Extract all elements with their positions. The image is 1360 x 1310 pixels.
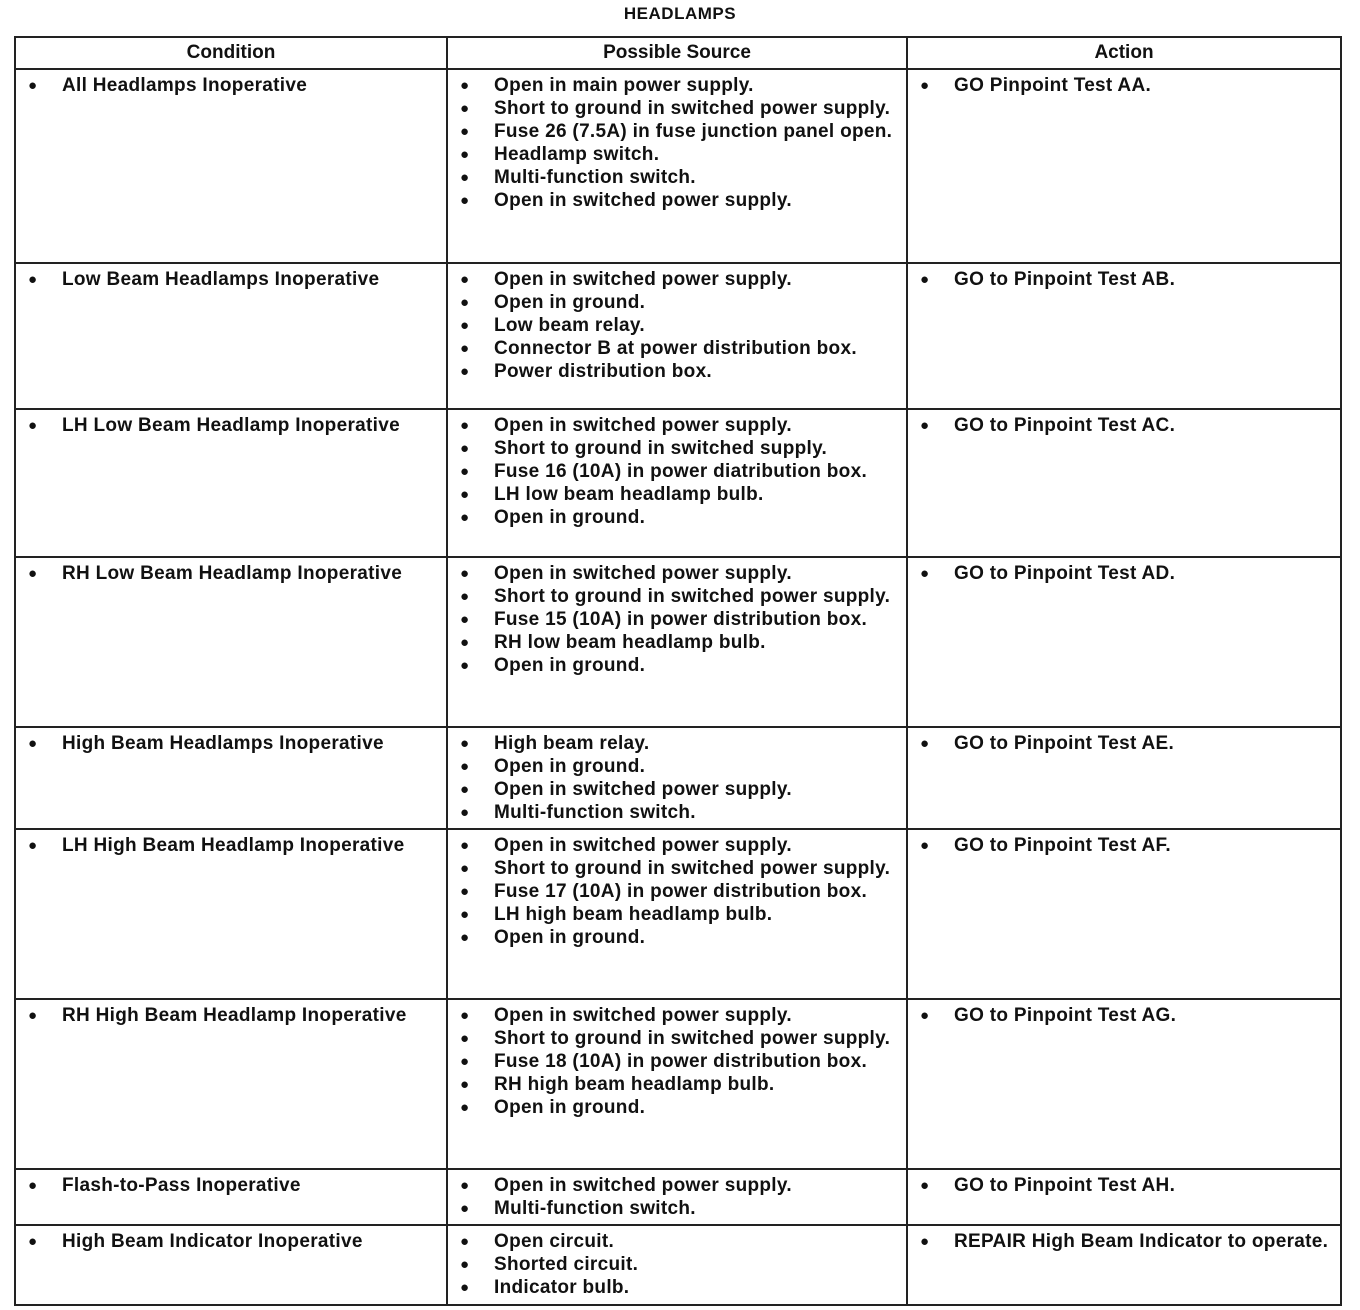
action-list [908, 1226, 1340, 1255]
action-cell [907, 557, 1341, 727]
condition-list [16, 410, 446, 439]
column-header-possible-source: Possible Source [447, 37, 907, 69]
action-text: ● GO to Pinpoint Test AB. [908, 268, 1332, 291]
possible-source-item: ● Multi-function switch. [448, 166, 898, 189]
action-text: ● GO to Pinpoint Test AG. [908, 1004, 1332, 1027]
possible-source-cell [447, 69, 907, 263]
action-cell [907, 69, 1341, 263]
action-cell [907, 1225, 1341, 1305]
possible-source-item: ● Open in ground. [448, 926, 898, 949]
possible-source-item: ● Open in switched power supply. [448, 834, 898, 857]
possible-source-item: ● Open in switched power supply. [448, 1174, 898, 1197]
possible-source-item: ● Open in ground. [448, 291, 898, 314]
condition-list [16, 728, 446, 757]
possible-source-item: ● Headlamp switch. [448, 143, 898, 166]
possible-source-cell [447, 557, 907, 727]
condition-cell [15, 1169, 447, 1225]
possible-source-item: ● Power distribution box. [448, 360, 898, 383]
condition-list [16, 1170, 446, 1199]
condition-cell [15, 727, 447, 829]
possible-source-item: ● Short to ground in switched supply. [448, 437, 898, 460]
possible-source-list [448, 830, 906, 951]
possible-source-item: ● Fuse 16 (10A) in power diatribution box. [448, 460, 898, 483]
action-cell [907, 727, 1341, 829]
action-text: ● REPAIR High Beam Indicator to operate. [908, 1230, 1332, 1253]
column-header-action: Action [907, 37, 1341, 69]
table-body [15, 69, 1341, 1305]
table-header-row [15, 37, 1341, 69]
condition-text: ● Low Beam Headlamps Inoperative [16, 268, 438, 291]
possible-source-item: ● Open in ground. [448, 1096, 898, 1119]
condition-cell [15, 557, 447, 727]
action-list [908, 70, 1340, 99]
condition-list [16, 1226, 446, 1255]
condition-cell [15, 829, 447, 999]
table-row [15, 557, 1341, 727]
condition-cell [15, 69, 447, 263]
condition-cell [15, 263, 447, 409]
possible-source-cell [447, 1225, 907, 1305]
possible-source-item: ● LH low beam headlamp bulb. [448, 483, 898, 506]
diagnosis-table [14, 36, 1342, 1306]
action-list [908, 1170, 1340, 1199]
condition-list [16, 830, 446, 859]
possible-source-item: ● Open in switched power supply. [448, 189, 898, 212]
possible-source-item: ● Open in ground. [448, 755, 898, 778]
possible-source-item: ● Connector B at power distribution box. [448, 337, 898, 360]
possible-source-item: ● Short to ground in switched power supply. [448, 857, 898, 880]
possible-source-item: ● RH low beam headlamp bulb. [448, 631, 898, 654]
possible-source-item: ● Open circuit. [448, 1230, 898, 1253]
possible-source-item: ● Shorted circuit. [448, 1253, 898, 1276]
page-title: HEADLAMPS [623, 4, 737, 23]
action-list [908, 264, 1340, 293]
possible-source-cell [447, 1169, 907, 1225]
condition-text: ● Flash-to-Pass Inoperative [16, 1174, 438, 1197]
table-row [15, 727, 1341, 829]
condition-text: ● High Beam Indicator Inoperative [16, 1230, 438, 1253]
condition-text: ● All Headlamps Inoperative [16, 74, 438, 97]
action-list [908, 558, 1340, 587]
condition-text: ● RH High Beam Headlamp Inoperative [16, 1004, 438, 1027]
possible-source-item: ● Fuse 18 (10A) in power distribution box. [448, 1050, 898, 1073]
possible-source-item: ● High beam relay. [448, 732, 898, 755]
action-text: ● GO to Pinpoint Test AF. [908, 834, 1332, 857]
possible-source-list [448, 1000, 906, 1121]
table-row [15, 409, 1341, 557]
condition-text: ● RH Low Beam Headlamp Inoperative [16, 562, 438, 585]
possible-source-item: ● Open in switched power supply. [448, 268, 898, 291]
possible-source-cell [447, 409, 907, 557]
possible-source-item: ● Indicator bulb. [448, 1276, 898, 1299]
action-text: ● GO to Pinpoint Test AH. [908, 1174, 1332, 1197]
table-row [15, 829, 1341, 999]
action-text: ● GO to Pinpoint Test AE. [908, 732, 1332, 755]
possible-source-item: ● Short to ground in switched power supply. [448, 97, 898, 120]
action-cell [907, 409, 1341, 557]
action-text: ● GO Pinpoint Test AA. [908, 74, 1332, 97]
possible-source-item: ● Fuse 17 (10A) in power distribution box. [448, 880, 898, 903]
table-row [15, 263, 1341, 409]
possible-source-item: ● RH high beam headlamp bulb. [448, 1073, 898, 1096]
possible-source-list [448, 1170, 906, 1222]
action-list [908, 1000, 1340, 1029]
table-row [15, 69, 1341, 263]
table-row [15, 1169, 1341, 1225]
possible-source-list [448, 264, 906, 385]
action-text: ● GO to Pinpoint Test AD. [908, 562, 1332, 585]
action-text: ● GO to Pinpoint Test AC. [908, 414, 1332, 437]
condition-cell [15, 1225, 447, 1305]
action-cell [907, 1169, 1341, 1225]
possible-source-list [448, 728, 906, 826]
possible-source-item: ● Open in switched power supply. [448, 778, 898, 801]
possible-source-item: ● Open in main power supply. [448, 74, 898, 97]
condition-cell [15, 999, 447, 1169]
possible-source-item: ● Open in switched power supply. [448, 1004, 898, 1027]
possible-source-item: ● Fuse 15 (10A) in power distribution box. [448, 608, 898, 631]
possible-source-item: ● LH high beam headlamp bulb. [448, 903, 898, 926]
possible-source-list [448, 410, 906, 531]
action-cell [907, 829, 1341, 999]
condition-text: ● LH Low Beam Headlamp Inoperative [16, 414, 438, 437]
table-row [15, 1225, 1341, 1305]
action-cell [907, 999, 1341, 1169]
action-list [908, 830, 1340, 859]
possible-source-list [448, 70, 906, 214]
possible-source-item: ● Open in switched power supply. [448, 414, 898, 437]
possible-source-cell [447, 829, 907, 999]
action-list [908, 728, 1340, 757]
possible-source-item: ● Multi-function switch. [448, 1197, 898, 1220]
possible-source-list [448, 558, 906, 679]
action-cell [907, 263, 1341, 409]
possible-source-item: ● Low beam relay. [448, 314, 898, 337]
possible-source-item: ● Open in switched power supply. [448, 562, 898, 585]
possible-source-list [448, 1226, 906, 1301]
condition-list [16, 558, 446, 587]
action-list [908, 410, 1340, 439]
condition-text: ● High Beam Headlamps Inoperative [16, 732, 438, 755]
condition-list [16, 70, 446, 99]
possible-source-cell [447, 999, 907, 1169]
column-header-condition: Condition [15, 37, 447, 69]
possible-source-item: ● Short to ground in switched power supply. [448, 585, 898, 608]
possible-source-cell [447, 727, 907, 829]
possible-source-item: ● Multi-function switch. [448, 801, 898, 824]
possible-source-item: ● Open in ground. [448, 654, 898, 677]
condition-list [16, 1000, 446, 1029]
condition-list [16, 264, 446, 293]
table-row [15, 999, 1341, 1169]
possible-source-item: ● Open in ground. [448, 506, 898, 529]
possible-source-item: ● Fuse 26 (7.5A) in fuse junction panel open. [448, 120, 898, 143]
condition-text: ● LH High Beam Headlamp Inoperative [16, 834, 438, 857]
possible-source-cell [447, 263, 907, 409]
condition-cell [15, 409, 447, 557]
possible-source-item: ● Short to ground in switched power supply. [448, 1027, 898, 1050]
